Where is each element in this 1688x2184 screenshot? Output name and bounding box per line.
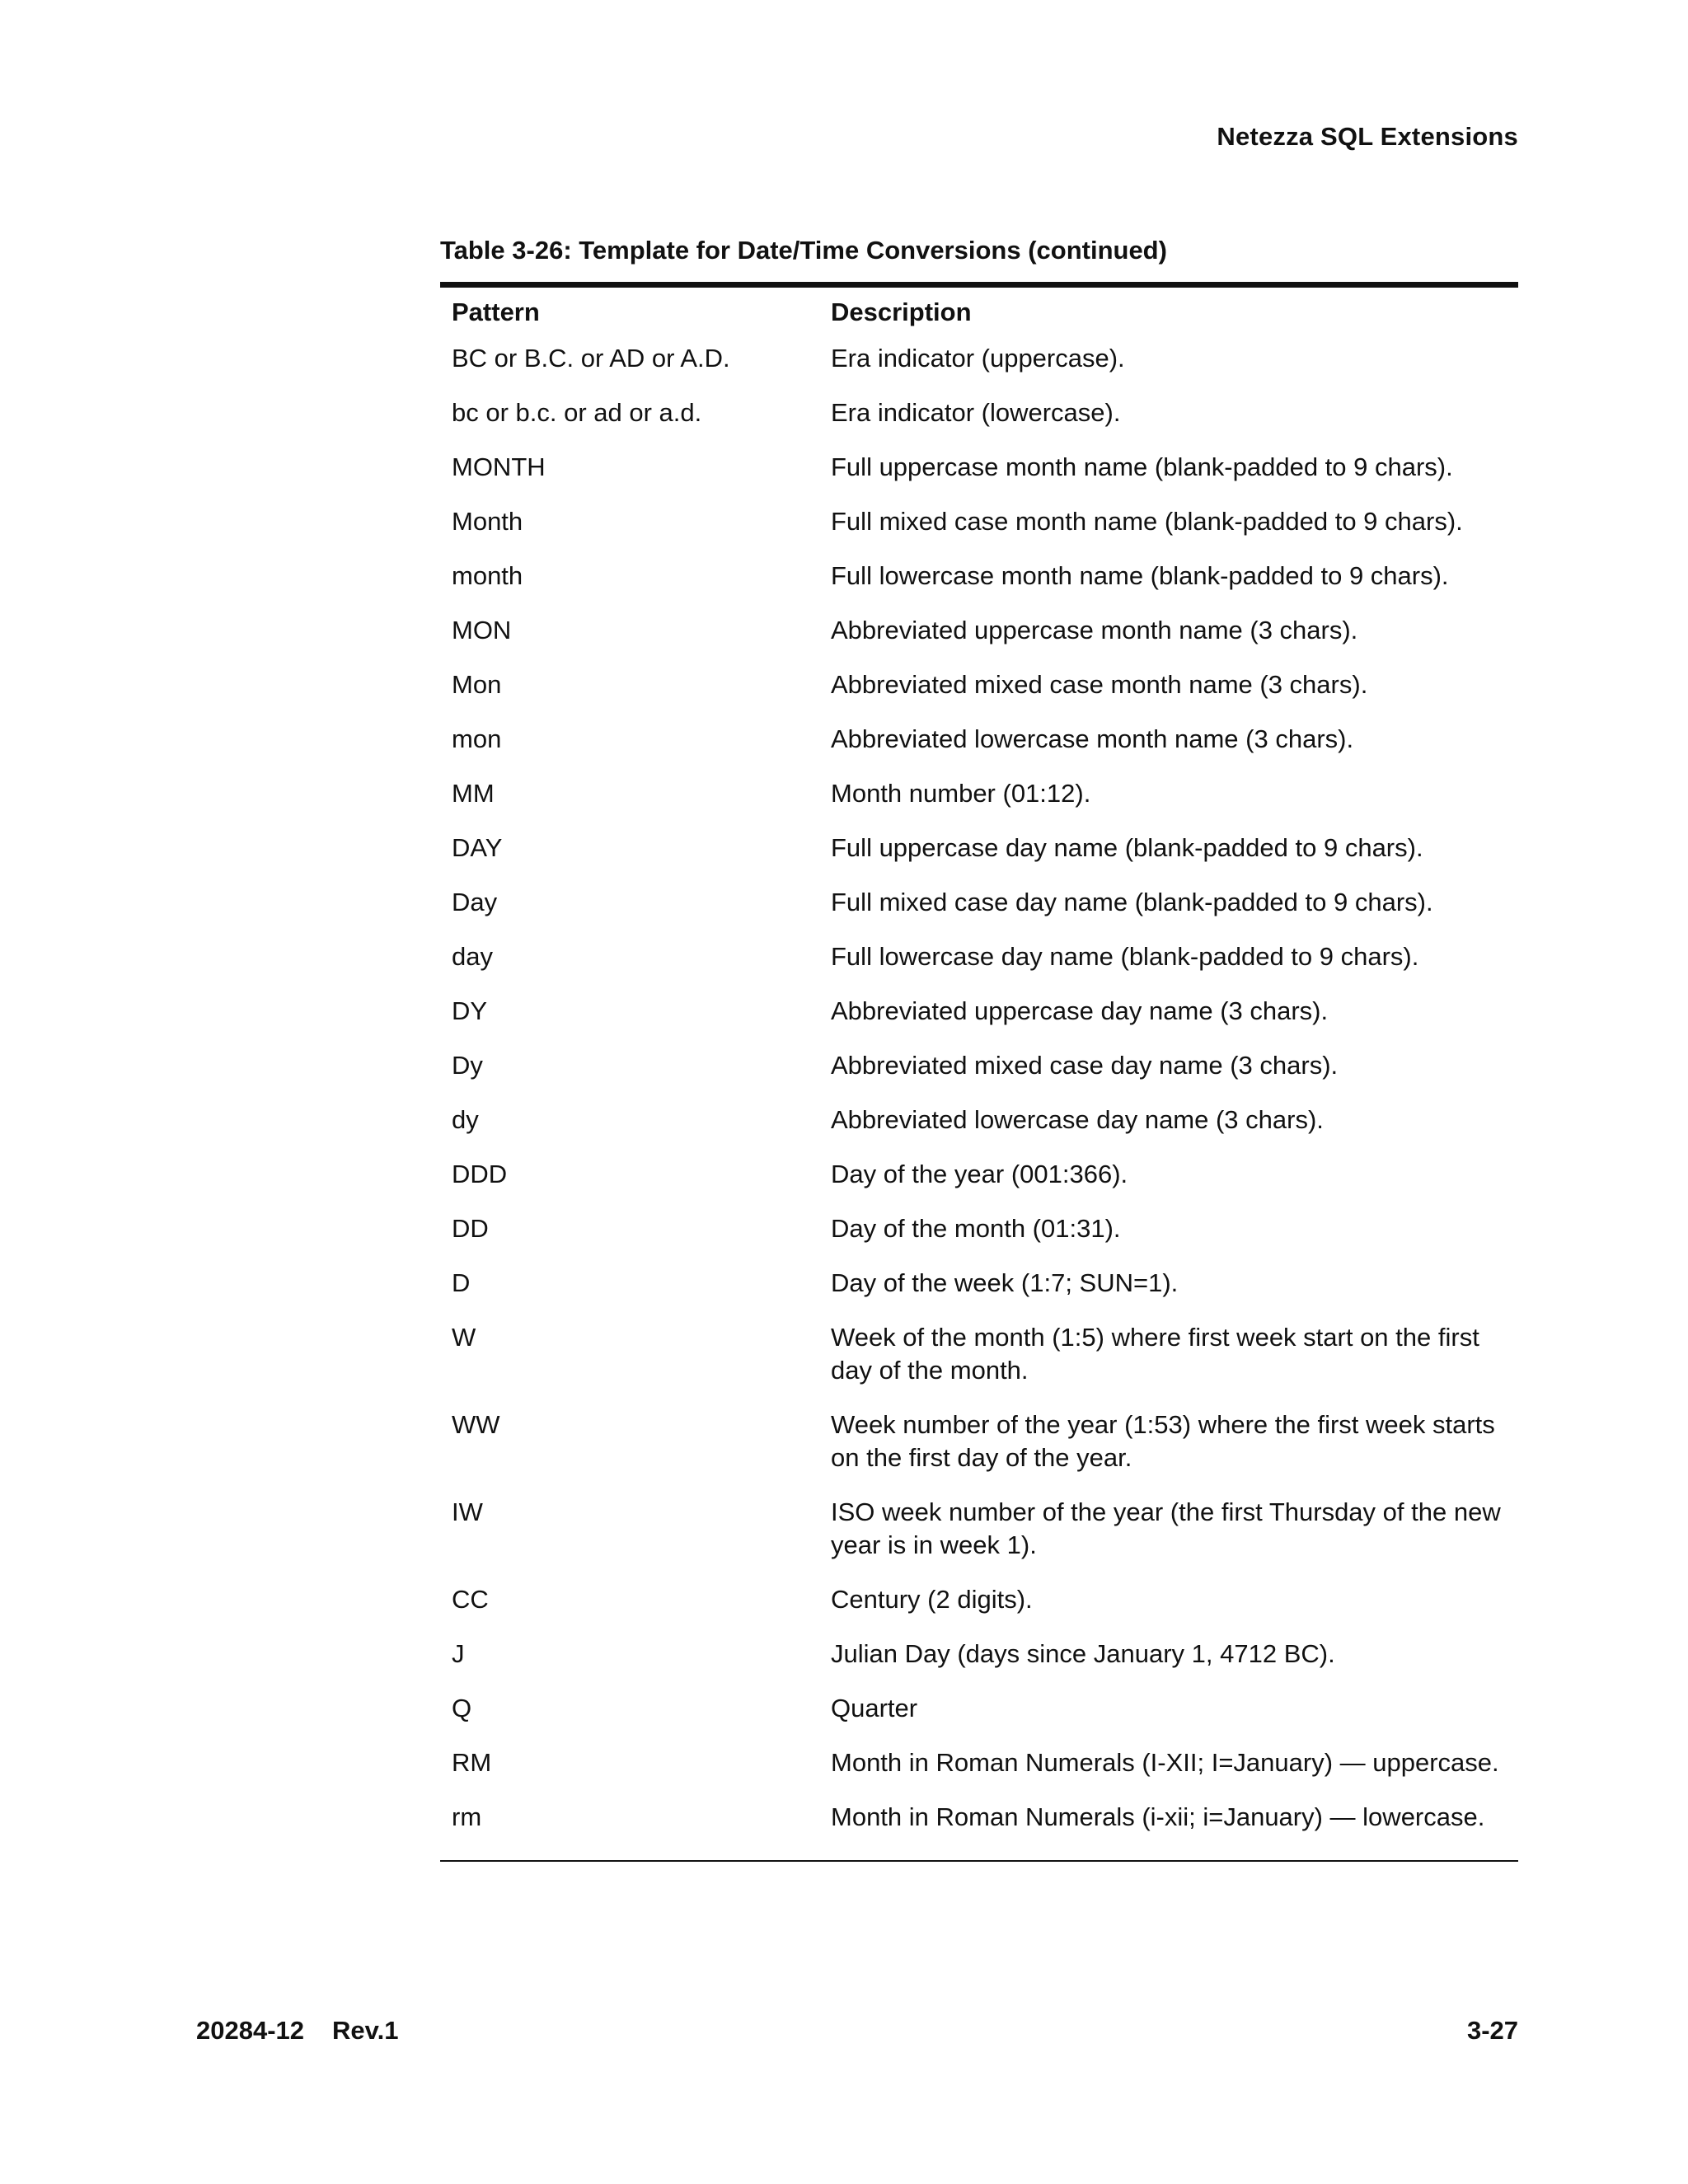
description-cell: Abbreviated mixed case day name (3 chars). <box>831 1051 1339 1080</box>
revision-label: Rev.1 <box>332 2016 399 2045</box>
table-row <box>440 614 1518 668</box>
table-row <box>440 1692 1518 1746</box>
description-cell: Abbreviated lowercase month name (3 chars). <box>831 724 1354 753</box>
document-id: 20284-12 <box>196 2016 305 2045</box>
page-number: 3-27 <box>1466 2016 1518 2045</box>
description-cell: Month number (01:12). <box>831 779 1091 808</box>
pattern-cell: DDD <box>452 1160 508 1188</box>
description-cell: ISO week number of the year (the first Thursday of the new year is in week 1). <box>831 1497 1501 1559</box>
table-row <box>440 451 1518 505</box>
running-footer-left <box>196 2016 398 2046</box>
table-row <box>440 560 1518 614</box>
pattern-cell: IW <box>452 1497 483 1526</box>
description-cell: Day of the year (001:366). <box>831 1160 1128 1188</box>
pattern-cell: day <box>452 942 493 971</box>
pattern-cell: MM <box>452 779 495 808</box>
pattern-cell: J <box>452 1639 465 1668</box>
table-row <box>440 1049 1518 1104</box>
description-cell: Month in Roman Numerals (I-XII; I=January) — uppercase. <box>831 1748 1499 1777</box>
description-cell: Full uppercase month name (blank-padded to 9 chars). <box>831 452 1453 481</box>
table-row <box>440 1408 1518 1496</box>
date-time-template-table <box>440 288 1518 1855</box>
table-row <box>440 995 1518 1049</box>
table-row <box>440 1801 1518 1855</box>
description-cell: Era indicator (lowercase). <box>831 398 1121 427</box>
description-cell: Abbreviated mixed case month name (3 chars). <box>831 670 1368 699</box>
description-cell: Week of the month (1:5) where first week start on the first day of the month. <box>831 1323 1479 1385</box>
description-cell: Abbreviated lowercase day name (3 chars). <box>831 1105 1324 1134</box>
pattern-cell: BC or B.C. or AD or A.D. <box>452 344 730 373</box>
table-row <box>440 1583 1518 1638</box>
pattern-cell: MON <box>452 616 512 644</box>
running-header: Netezza SQL Extensions <box>1217 122 1518 151</box>
description-cell: Abbreviated uppercase day name (3 chars). <box>831 996 1329 1025</box>
pattern-cell: W <box>452 1323 476 1352</box>
description-cell: Week number of the year (1:53) where the first week starts on the first day of the year. <box>831 1410 1495 1472</box>
pattern-cell: mon <box>452 724 502 753</box>
table-header-row <box>440 288 1518 342</box>
description-cell: Era indicator (uppercase). <box>831 344 1125 373</box>
description-cell: Month in Roman Numerals (i-xii; i=January) — lowercase. <box>831 1802 1485 1831</box>
table-row <box>440 1746 1518 1801</box>
description-cell: Quarter <box>831 1694 918 1722</box>
pattern-cell: Month <box>452 507 523 536</box>
description-cell: Full mixed case day name (blank-padded to 9 chars). <box>831 888 1433 916</box>
table-row <box>440 1158 1518 1212</box>
date-time-template-table-block <box>440 234 1518 1862</box>
table-row <box>440 1212 1518 1267</box>
table-row <box>440 396 1518 451</box>
table-caption: Table 3-26: Template for Date/Time Conversions (continued) <box>440 236 1167 265</box>
table-row <box>440 1496 1518 1583</box>
table-row <box>440 940 1518 995</box>
pattern-cell: Mon <box>452 670 502 699</box>
description-cell: Julian Day (days since January 1, 4712 BC). <box>831 1639 1335 1668</box>
column-header-description: Description <box>831 298 972 326</box>
pattern-cell: month <box>452 561 523 590</box>
pattern-cell: RM <box>452 1748 492 1777</box>
pattern-cell: Day <box>452 888 498 916</box>
table-row <box>440 1104 1518 1158</box>
pattern-cell: WW <box>452 1410 500 1439</box>
pattern-cell: Dy <box>452 1051 483 1080</box>
pattern-cell: DY <box>452 996 488 1025</box>
description-cell: Day of the month (01:31). <box>831 1214 1121 1243</box>
description-cell: Day of the week (1:7; SUN=1). <box>831 1268 1179 1297</box>
pattern-cell: DAY <box>452 833 503 862</box>
description-cell: Full lowercase month name (blank-padded to 9 chars). <box>831 561 1449 590</box>
table-body <box>440 342 1518 1855</box>
table-row <box>440 886 1518 940</box>
description-cell: Full uppercase day name (blank-padded to 9 chars). <box>831 833 1423 862</box>
table-row <box>440 505 1518 560</box>
pattern-cell: DD <box>452 1214 489 1243</box>
table-top-rule <box>440 282 1518 288</box>
table-row <box>440 668 1518 723</box>
table-row <box>440 723 1518 777</box>
pattern-cell: Q <box>452 1694 472 1722</box>
table-row <box>440 832 1518 886</box>
pattern-cell: MONTH <box>452 452 546 481</box>
description-cell: Century (2 digits). <box>831 1585 1033 1614</box>
description-cell: Full mixed case month name (blank-padded to 9 chars). <box>831 507 1463 536</box>
pattern-cell: rm <box>452 1802 482 1831</box>
column-header-pattern: Pattern <box>452 298 540 326</box>
table-row <box>440 777 1518 832</box>
table-row <box>440 1267 1518 1321</box>
pattern-cell: CC <box>452 1585 489 1614</box>
table-row <box>440 342 1518 396</box>
pattern-cell: D <box>452 1268 471 1297</box>
pattern-cell: dy <box>452 1105 479 1134</box>
pattern-cell: bc or b.c. or ad or a.d. <box>452 398 702 427</box>
table-row <box>440 1321 1518 1408</box>
table-row <box>440 1638 1518 1692</box>
table-bottom-rule <box>440 1860 1518 1862</box>
description-cell: Abbreviated uppercase month name (3 chars). <box>831 616 1358 644</box>
description-cell: Full lowercase day name (blank-padded to 9 chars). <box>831 942 1419 971</box>
